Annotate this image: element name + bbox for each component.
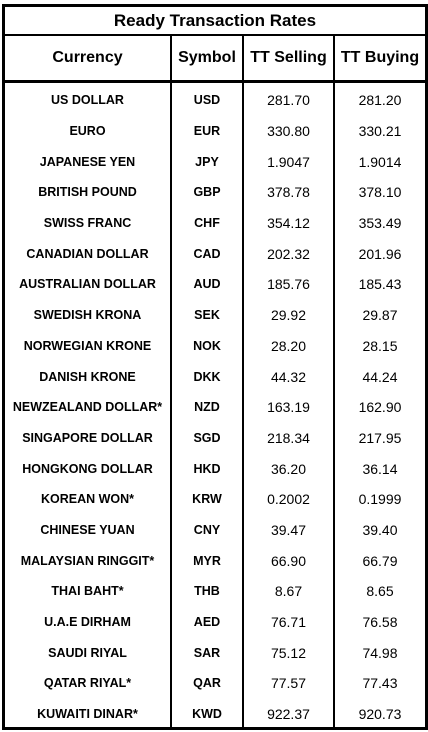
tt-buying-value: 378.10 <box>358 184 402 201</box>
rates-table <box>5 36 425 729</box>
tt-selling-value: 8.67 <box>243 576 334 607</box>
tt-selling-value: 44.32 <box>243 361 334 392</box>
header-tt-selling: TT Selling <box>243 36 334 82</box>
tt-selling-value: 922.37 <box>243 699 334 730</box>
table-row <box>5 361 425 392</box>
currency-name: JAPANESE YEN <box>5 146 171 177</box>
currency-name: KOREAN WON* <box>5 484 171 515</box>
table-row <box>5 300 425 331</box>
currency-name: MALAYSIAN RINGGIT* <box>5 545 171 576</box>
currency-symbol: SGD <box>171 423 243 454</box>
currency-name: AUSTRALIAN DOLLAR <box>5 269 171 300</box>
tt-selling-value: 77.57 <box>243 668 334 699</box>
table-row <box>5 576 425 607</box>
currency-name: KUWAITI DINAR* <box>5 699 171 730</box>
table-row <box>5 82 425 116</box>
currency-name: CANADIAN DOLLAR <box>5 238 171 269</box>
currency-symbol: EUR <box>171 116 243 147</box>
currency-symbol: GBP <box>171 177 243 208</box>
tt-buying-value: 201.96 <box>358 245 402 262</box>
table-row <box>5 392 425 423</box>
currency-symbol: MYR <box>171 545 243 576</box>
tt-buying-value: 44.24 <box>362 368 398 385</box>
currency-name: THAI BAHT* <box>5 576 171 607</box>
currency-symbol: AUD <box>171 269 243 300</box>
currency-symbol: SEK <box>171 300 243 331</box>
tt-buying-value: 1.9014 <box>358 153 402 170</box>
currency-name: EURO <box>5 116 171 147</box>
currency-symbol: CAD <box>171 238 243 269</box>
tt-buying-value: 74.98 <box>362 644 398 661</box>
currency-name: DANISH KRONE <box>5 361 171 392</box>
table-row <box>5 238 425 269</box>
tt-buying-value: 185.43 <box>358 276 402 293</box>
tt-buying-value: 353.49 <box>358 215 402 232</box>
tt-selling-value: 0.2002 <box>243 484 334 515</box>
header-row <box>5 36 425 82</box>
currency-symbol: CHF <box>171 208 243 239</box>
currency-name: BRITISH POUND <box>5 177 171 208</box>
currency-symbol: THB <box>171 576 243 607</box>
table-row <box>5 208 425 239</box>
table-row <box>5 146 425 177</box>
currency-symbol: JPY <box>171 146 243 177</box>
tt-selling-value: 76.71 <box>243 607 334 638</box>
table-row <box>5 515 425 546</box>
rates-table-frame <box>2 4 428 730</box>
tt-buying-value: 281.20 <box>358 92 402 109</box>
rates-table-body <box>5 82 425 730</box>
tt-selling-value: 75.12 <box>243 637 334 668</box>
tt-buying-value: 77.43 <box>362 675 398 692</box>
table-row <box>5 668 425 699</box>
tt-selling-value: 354.12 <box>243 208 334 239</box>
currency-symbol: SAR <box>171 637 243 668</box>
tt-buying-value: 39.40 <box>362 521 398 538</box>
currency-symbol: HKD <box>171 453 243 484</box>
tt-selling-value: 29.92 <box>243 300 334 331</box>
tt-selling-value: 1.9047 <box>243 146 334 177</box>
currency-name: SWISS FRANC <box>5 208 171 239</box>
currency-name: SAUDI RIYAL <box>5 637 171 668</box>
currency-symbol: CNY <box>171 515 243 546</box>
header-currency: Currency <box>5 36 171 82</box>
table-row <box>5 423 425 454</box>
tt-selling-value: 66.90 <box>243 545 334 576</box>
tt-buying-value: 76.58 <box>362 614 398 631</box>
table-row <box>5 331 425 362</box>
currency-name: SINGAPORE DOLLAR <box>5 423 171 454</box>
tt-buying-value: 330.21 <box>358 123 402 140</box>
tt-selling-value: 39.47 <box>243 515 334 546</box>
currency-name: NORWEGIAN KRONE <box>5 331 171 362</box>
tt-buying-value: 0.1999 <box>358 491 402 508</box>
table-row <box>5 177 425 208</box>
table-row <box>5 545 425 576</box>
table-row <box>5 637 425 668</box>
tt-buying-value: 36.14 <box>362 460 398 477</box>
tt-selling-value: 163.19 <box>243 392 334 423</box>
table-row <box>5 607 425 638</box>
tt-selling-value: 28.20 <box>243 331 334 362</box>
tt-selling-value: 185.76 <box>243 269 334 300</box>
tt-selling-value: 378.78 <box>243 177 334 208</box>
currency-name: SWEDISH KRONA <box>5 300 171 331</box>
tt-buying-value: 28.15 <box>362 337 398 354</box>
tt-buying-value: 217.95 <box>358 429 402 446</box>
currency-name: U.A.E DIRHAM <box>5 607 171 638</box>
tt-buying-value: 29.87 <box>362 307 398 324</box>
tt-buying-value: 66.79 <box>362 552 398 569</box>
currency-symbol: NOK <box>171 331 243 362</box>
tt-selling-value: 218.34 <box>243 423 334 454</box>
tt-buying-value: 8.65 <box>366 583 394 600</box>
currency-name: HONGKONG DOLLAR <box>5 453 171 484</box>
tt-selling-value: 330.80 <box>243 116 334 147</box>
tt-selling-value: 281.70 <box>243 82 334 116</box>
header-symbol: Symbol <box>171 36 243 82</box>
table-row <box>5 269 425 300</box>
tt-buying-value: 162.90 <box>358 399 402 416</box>
table-row <box>5 116 425 147</box>
header-tt-buying: TT Buying <box>334 36 425 82</box>
table-row <box>5 453 425 484</box>
currency-name: US DOLLAR <box>5 82 171 116</box>
tt-selling-value: 202.32 <box>243 238 334 269</box>
currency-symbol: USD <box>171 82 243 116</box>
currency-symbol: QAR <box>171 668 243 699</box>
currency-symbol: KRW <box>171 484 243 515</box>
table-title: Ready Transaction Rates <box>5 7 425 36</box>
currency-symbol: DKK <box>171 361 243 392</box>
tt-buying-value: 920.73 <box>358 706 402 723</box>
currency-symbol: AED <box>171 607 243 638</box>
tt-selling-value: 36.20 <box>243 453 334 484</box>
table-row <box>5 484 425 515</box>
currency-symbol: NZD <box>171 392 243 423</box>
table-row <box>5 699 425 730</box>
currency-name: NEWZEALAND DOLLAR* <box>5 392 171 423</box>
currency-name: CHINESE YUAN <box>5 515 171 546</box>
currency-name: QATAR RIYAL* <box>5 668 171 699</box>
currency-symbol: KWD <box>171 699 243 730</box>
